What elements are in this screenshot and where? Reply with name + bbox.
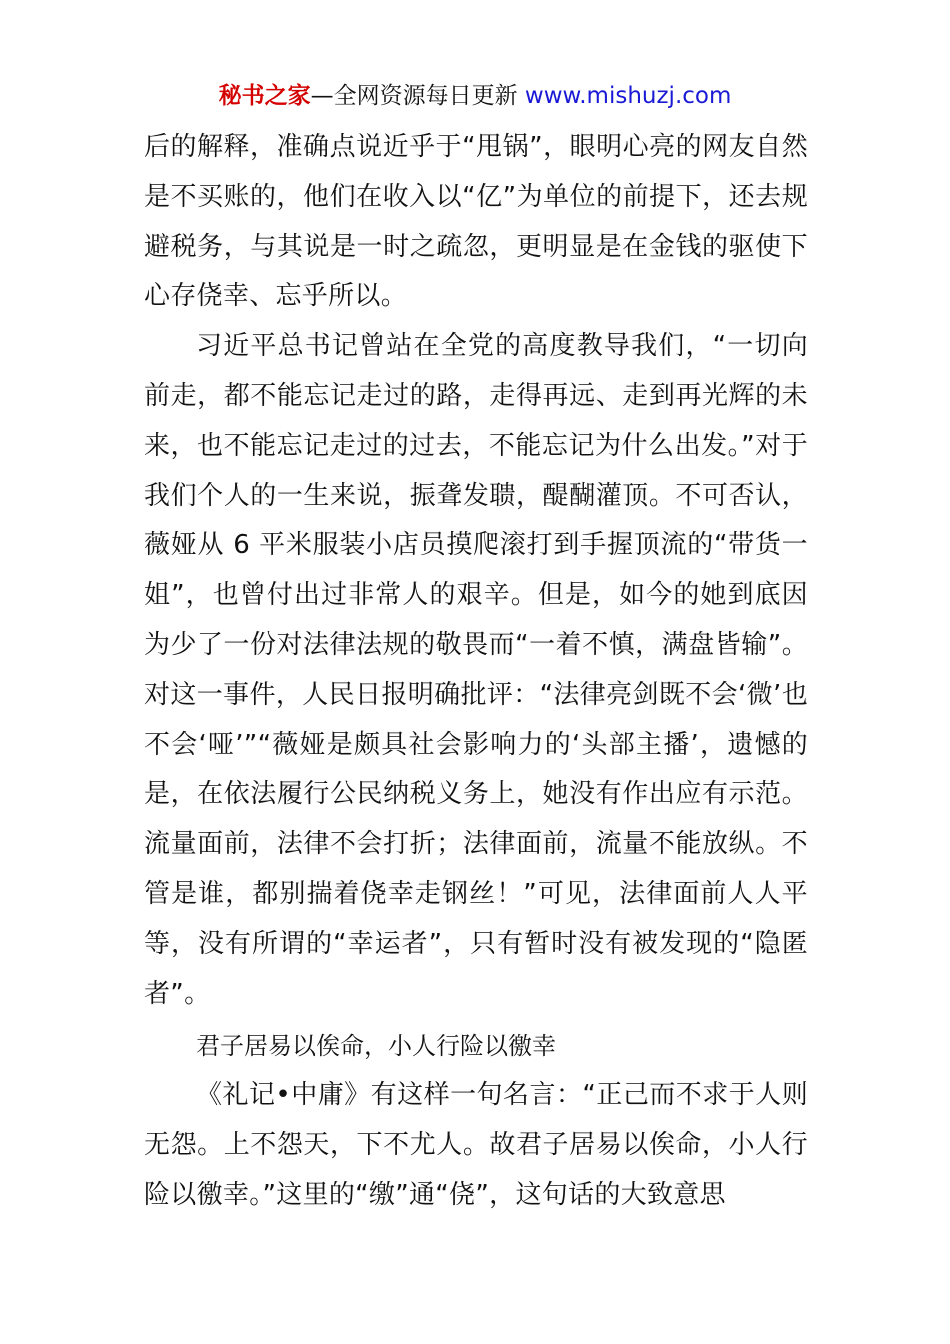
header-tagline: —全网资源每日更新 [310,83,518,109]
article-body [144,123,808,1221]
website-link[interactable]: www.mishuzj.com [524,83,732,109]
page-header [0,80,950,112]
section-heading: 君子居易以俟命，小人行险以徼幸 [196,1032,556,1061]
paragraph-continuation: 后的解释，准确点说近乎于“甩锅”，眼明心亮的网友自然是不买账的，他们在收入以“亿”为单位的前提下，还去规避税务，与其说是一时之疏忽，更明显是在金钱的驱使下心存侥幸、忘乎所以。 [144,132,808,312]
brand-name: 秘书之家 [218,83,311,109]
paragraph-liji: 《礼记•中庸》有这样一句名言：“正己而不求于人则无怨。上不怨天，下不尤人。故君子居易以俟命，小人行险以徼幸。”这里的“缴”通“侥”，这句话的大致意思 [144,1080,808,1210]
paragraph-quote-xi: 习近平总书记曾站在全党的高度教导我们，“一切向前走，都不能忘记走过的路，走得再远、走到再光辉的未来，也不能忘记走过的过去，不能忘记为什么出发。”对于我们个人的一生来说，振聋发聩，醍醐灌顶。不可否认，薇娅从 6 平米服装小店员摸爬滚打到手握顶流的“带货一姐”，也曾付出过非常人的艰辛。但是，如今的她到底因为少了一份对法律法规的敬畏而“一着不慎，满盘皆输”。对这一事件，人民日报明确批评：“法律亮剑既不会‘微’也不会‘哑’”“薇娅是颇具社会影响力的‘头部主播’，遗憾的是，在依法履行公民纳税义务上，她没有作出应有示范。流量面前，法律不会打折；法律面前，流量不能放纵。不管是谁，都别揣着侥幸走钢丝！”可见，法律面前人人平等，没有所谓的“幸运者”，只有暂时没有被发现的“隐匿者”。 [144,331,808,1009]
